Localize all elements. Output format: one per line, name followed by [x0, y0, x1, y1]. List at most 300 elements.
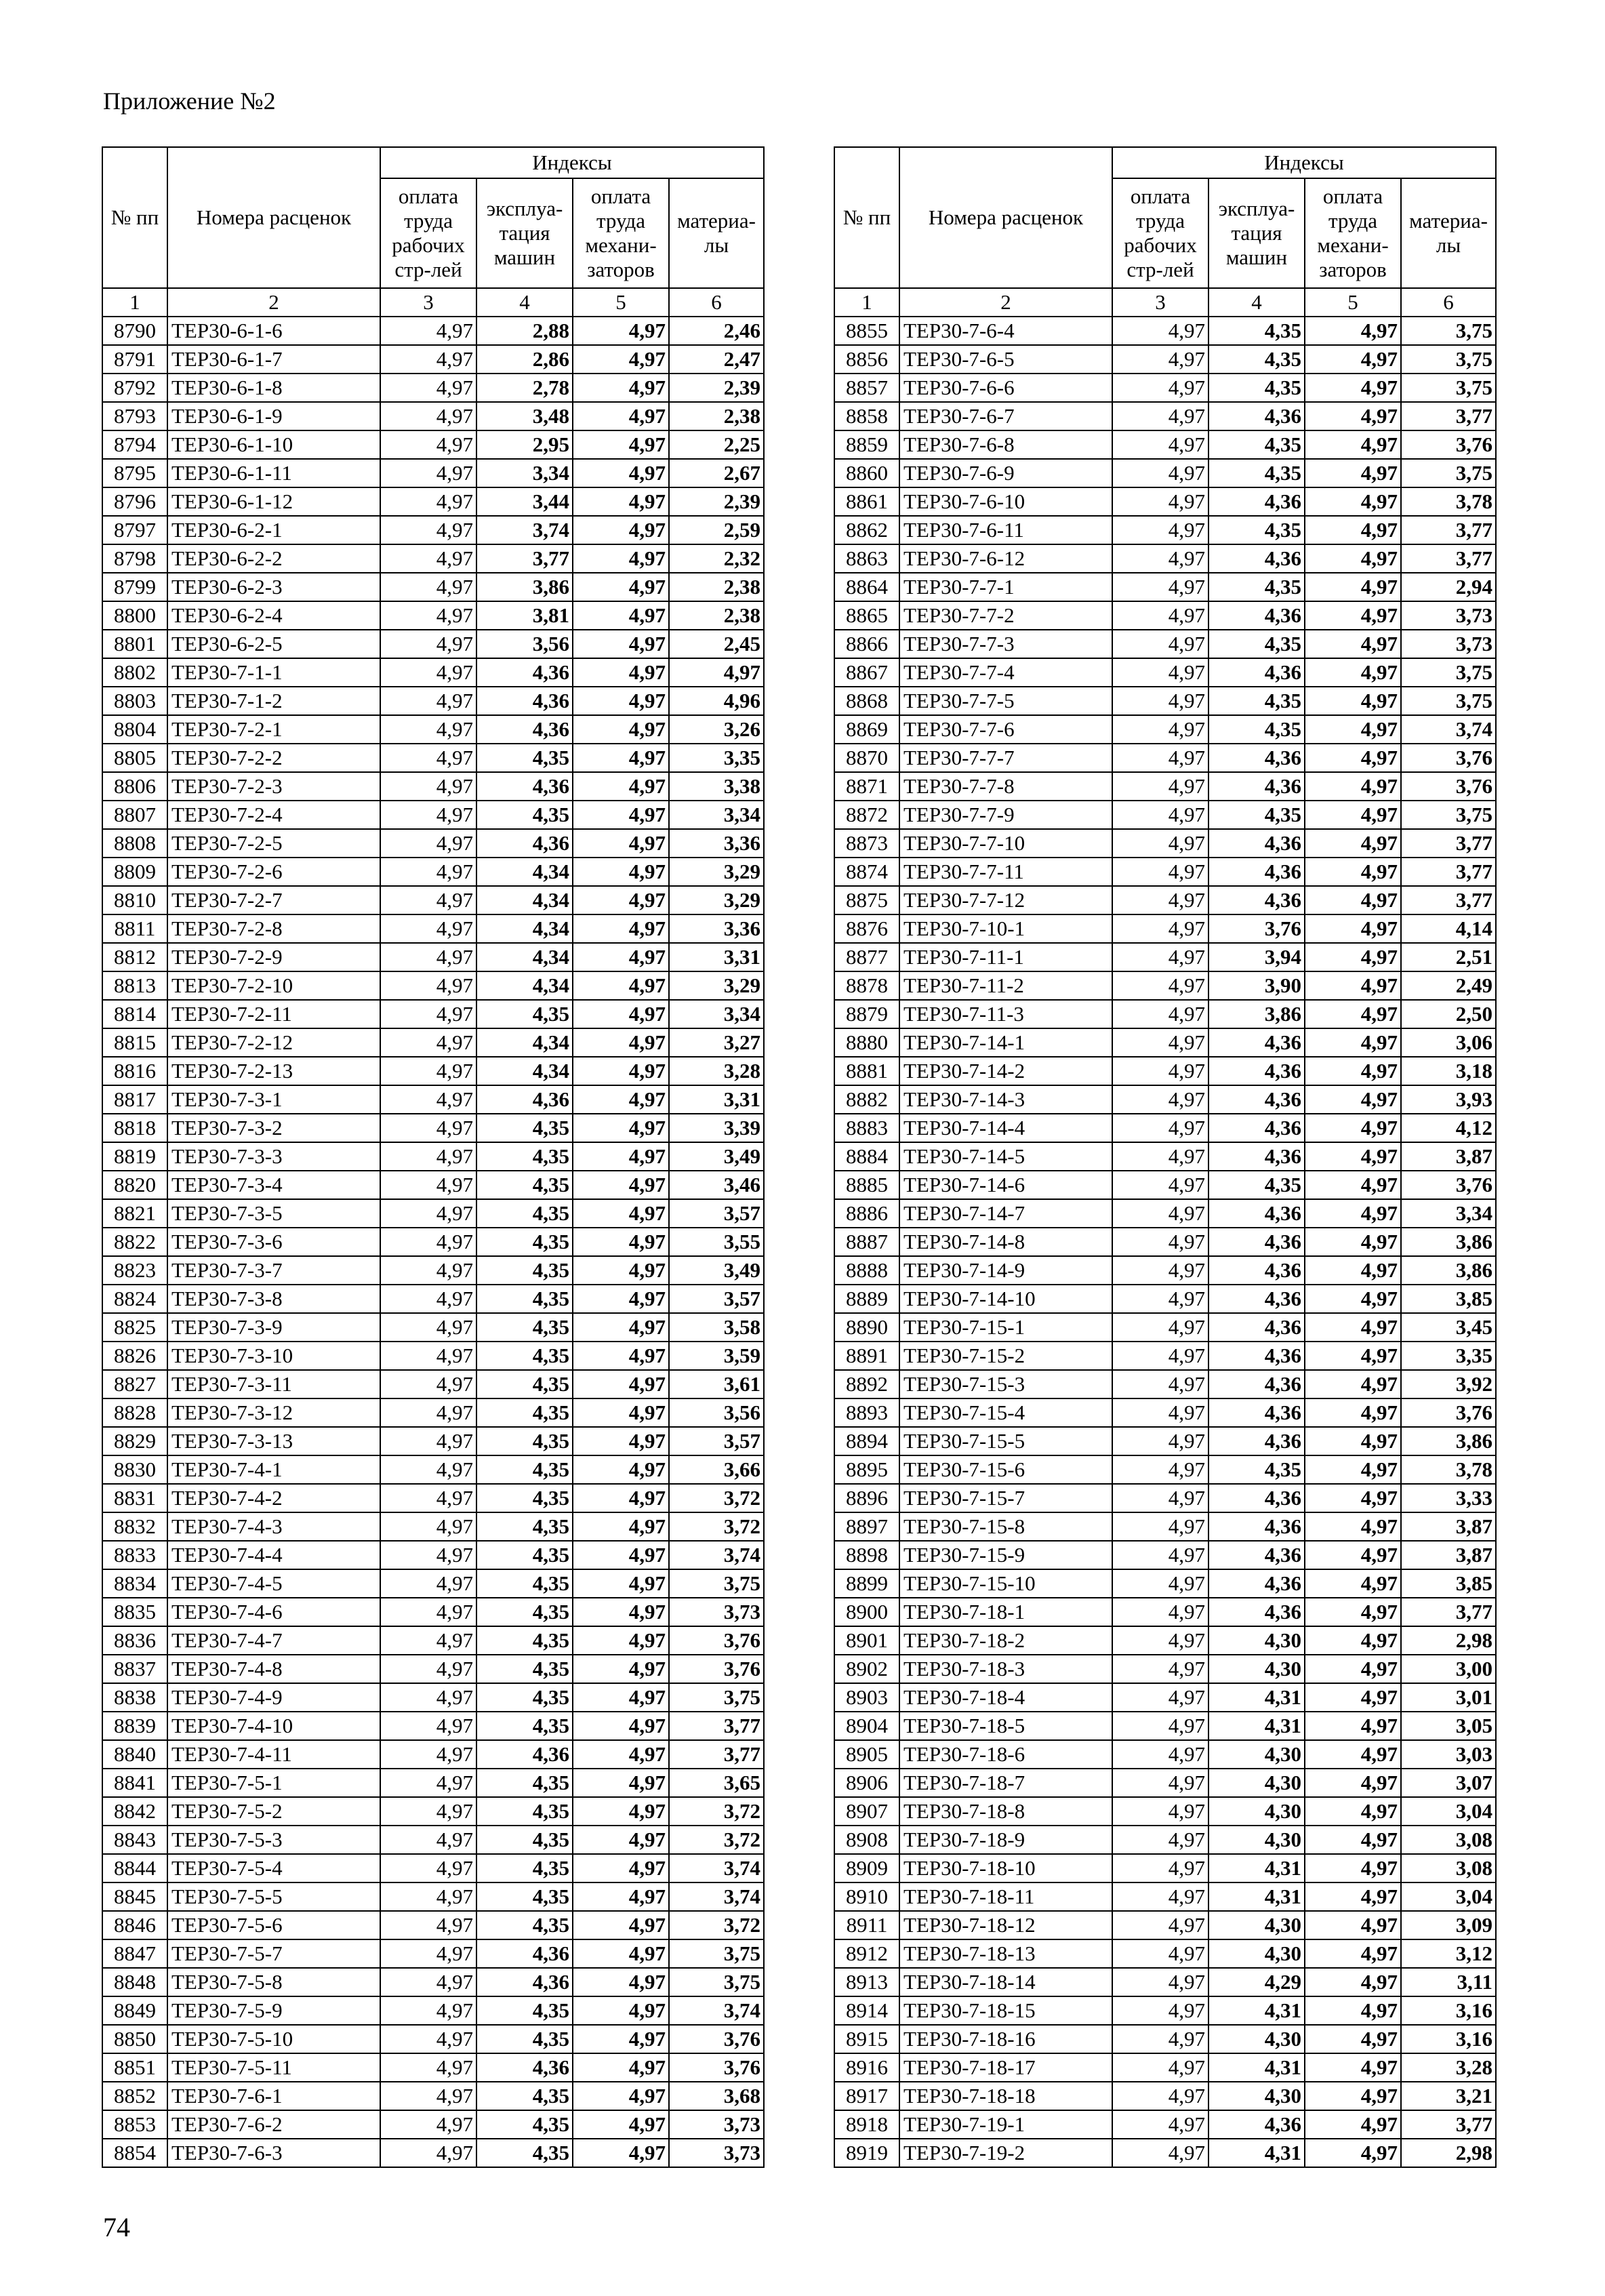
- table-row: [102, 601, 764, 630]
- table-row: [102, 1398, 764, 1427]
- rate-code: ТЕР30-7-2-13: [167, 1057, 380, 1085]
- rate-code: ТЕР30-7-6-3: [167, 2139, 380, 2167]
- materials-index: 2,32: [669, 544, 764, 573]
- labor-index: 4,97: [1112, 1996, 1208, 2025]
- operators-index: 4,97: [1305, 715, 1401, 744]
- operators-index: 4,97: [1305, 1256, 1401, 1285]
- materials-index: 3,21: [1401, 2082, 1496, 2110]
- header-labor: оплата труда рабочих стр-лей: [380, 178, 476, 288]
- materials-index: 3,78: [1401, 1455, 1496, 1484]
- row-number: 8834: [102, 1569, 167, 1598]
- labor-index: 4,97: [380, 630, 476, 658]
- table-row: [834, 1455, 1496, 1484]
- machines-index: 4,30: [1208, 2025, 1305, 2053]
- labor-index: 4,97: [380, 1541, 476, 1569]
- header-colnum: 4: [1208, 288, 1305, 317]
- rate-code: ТЕР30-7-2-5: [167, 829, 380, 858]
- machines-index: 4,31: [1208, 1854, 1305, 1882]
- rate-code: ТЕР30-7-7-3: [899, 630, 1112, 658]
- labor-index: 4,97: [380, 345, 476, 374]
- machines-index: 4,35: [476, 1342, 573, 1370]
- materials-index: 3,74: [669, 1996, 764, 2025]
- machines-index: 4,36: [1208, 772, 1305, 801]
- labor-index: 4,97: [1112, 544, 1208, 573]
- rate-code: ТЕР30-7-3-10: [167, 1342, 380, 1370]
- operators-index: 4,97: [573, 402, 669, 430]
- rate-code: ТЕР30-6-2-4: [167, 601, 380, 630]
- header-colnum: 3: [380, 288, 476, 317]
- machines-index: 4,35: [1208, 516, 1305, 544]
- operators-index: 4,97: [1305, 1882, 1401, 1911]
- operators-index: 4,97: [1305, 317, 1401, 345]
- operators-index: 4,97: [573, 544, 669, 573]
- table-row: [834, 516, 1496, 544]
- machines-index: 4,35: [476, 1114, 573, 1142]
- header-no: № пп: [102, 147, 167, 288]
- rate-code: ТЕР30-7-6-9: [899, 459, 1112, 487]
- header-colnum: 5: [573, 288, 669, 317]
- rate-code: ТЕР30-6-1-8: [167, 374, 380, 402]
- materials-index: 3,76: [1401, 772, 1496, 801]
- machines-index: 4,36: [1208, 1313, 1305, 1342]
- table-row: [102, 858, 764, 886]
- table-row: [834, 459, 1496, 487]
- table-row: [102, 2139, 764, 2167]
- rate-code: ТЕР30-7-3-12: [167, 1398, 380, 1427]
- machines-index: 4,35: [476, 1712, 573, 1740]
- machines-index: 4,35: [476, 1256, 573, 1285]
- row-number: 8854: [102, 2139, 167, 2167]
- labor-index: 4,97: [1112, 1769, 1208, 1797]
- labor-index: 4,97: [380, 1199, 476, 1228]
- labor-index: 4,97: [380, 1427, 476, 1455]
- table-row: [102, 1882, 764, 1911]
- machines-index: 4,36: [1208, 601, 1305, 630]
- materials-index: 3,86: [1401, 1256, 1496, 1285]
- table-row: [834, 914, 1496, 943]
- rate-code: ТЕР30-7-3-3: [167, 1142, 380, 1171]
- machines-index: 4,35: [476, 1826, 573, 1854]
- labor-index: 4,97: [1112, 1740, 1208, 1769]
- materials-index: 3,31: [669, 1085, 764, 1114]
- table-row: [834, 1313, 1496, 1342]
- labor-index: 4,97: [1112, 487, 1208, 516]
- row-number: 8822: [102, 1228, 167, 1256]
- operators-index: 4,97: [1305, 1285, 1401, 1313]
- row-number: 8879: [834, 1000, 899, 1028]
- machines-index: 4,35: [476, 2110, 573, 2139]
- labor-index: 4,97: [1112, 1797, 1208, 1826]
- materials-index: 3,77: [1401, 1598, 1496, 1626]
- operators-index: 4,97: [573, 2025, 669, 2053]
- rate-code: ТЕР30-7-2-4: [167, 801, 380, 829]
- operators-index: 4,97: [1305, 1911, 1401, 1939]
- operators-index: 4,97: [573, 1142, 669, 1171]
- machines-index: 4,36: [1208, 1199, 1305, 1228]
- rate-code: ТЕР30-6-2-2: [167, 544, 380, 573]
- labor-index: 4,97: [1112, 1655, 1208, 1683]
- rate-code: ТЕР30-6-1-12: [167, 487, 380, 516]
- rate-code: ТЕР30-7-4-8: [167, 1655, 380, 1683]
- operators-index: 4,97: [573, 1939, 669, 1968]
- labor-index: 4,97: [380, 1028, 476, 1057]
- labor-index: 4,97: [1112, 801, 1208, 829]
- machines-index: 4,34: [476, 886, 573, 914]
- row-number: 8900: [834, 1598, 899, 1626]
- table-row: [102, 1313, 764, 1342]
- materials-index: 4,12: [1401, 1114, 1496, 1142]
- rate-code: ТЕР30-7-2-6: [167, 858, 380, 886]
- row-number: 8899: [834, 1569, 899, 1598]
- row-number: 8810: [102, 886, 167, 914]
- labor-index: 4,97: [380, 744, 476, 772]
- row-number: 8887: [834, 1228, 899, 1256]
- row-number: 8804: [102, 715, 167, 744]
- machines-index: 2,88: [476, 317, 573, 345]
- machines-index: 4,36: [476, 1968, 573, 1996]
- machines-index: 4,36: [1208, 658, 1305, 687]
- materials-index: 3,45: [1401, 1313, 1496, 1342]
- table-row: [834, 772, 1496, 801]
- rate-code: ТЕР30-6-1-9: [167, 402, 380, 430]
- rate-code: ТЕР30-6-2-1: [167, 516, 380, 544]
- labor-index: 4,97: [380, 886, 476, 914]
- materials-index: 3,85: [1401, 1285, 1496, 1313]
- operators-index: 4,97: [573, 630, 669, 658]
- rate-code: ТЕР30-7-11-3: [899, 1000, 1112, 1028]
- table-row: [834, 630, 1496, 658]
- row-number: 8858: [834, 402, 899, 430]
- table-row: [102, 1769, 764, 1797]
- labor-index: 4,97: [1112, 687, 1208, 715]
- machines-index: 4,35: [476, 1455, 573, 1484]
- materials-index: 3,68: [669, 2082, 764, 2110]
- operators-index: 4,97: [573, 1455, 669, 1484]
- materials-index: 3,75: [1401, 374, 1496, 402]
- operators-index: 4,97: [573, 1854, 669, 1882]
- machines-index: 4,35: [476, 1171, 573, 1199]
- machines-index: 4,35: [476, 1398, 573, 1427]
- labor-index: 4,97: [380, 1285, 476, 1313]
- labor-index: 4,97: [1112, 1854, 1208, 1882]
- machines-index: 4,36: [1208, 1028, 1305, 1057]
- operators-index: 4,97: [573, 658, 669, 687]
- table-row: [834, 2053, 1496, 2082]
- table-row: [834, 1114, 1496, 1142]
- operators-index: 4,97: [1305, 772, 1401, 801]
- table-row: [102, 1569, 764, 1598]
- row-number: 8852: [102, 2082, 167, 2110]
- row-number: 8875: [834, 886, 899, 914]
- operators-index: 4,97: [1305, 1598, 1401, 1626]
- header-materials: материа-лы: [1401, 178, 1496, 288]
- rate-code: ТЕР30-7-6-8: [899, 430, 1112, 459]
- materials-index: 3,85: [1401, 1569, 1496, 1598]
- labor-index: 4,97: [1112, 1142, 1208, 1171]
- labor-index: 4,97: [380, 1484, 476, 1512]
- materials-index: 3,03: [1401, 1740, 1496, 1769]
- operators-index: 4,97: [1305, 1797, 1401, 1826]
- labor-index: 4,97: [380, 487, 476, 516]
- operators-index: 4,97: [1305, 658, 1401, 687]
- rate-code: ТЕР30-7-18-9: [899, 1826, 1112, 1854]
- row-number: 8886: [834, 1199, 899, 1228]
- table-row: [102, 1598, 764, 1626]
- rate-code: ТЕР30-7-10-1: [899, 914, 1112, 943]
- machines-index: 4,30: [1208, 1939, 1305, 1968]
- operators-index: 4,97: [573, 1655, 669, 1683]
- operators-index: 4,97: [573, 1199, 669, 1228]
- machines-index: 3,77: [476, 544, 573, 573]
- labor-index: 4,97: [380, 516, 476, 544]
- operators-index: 4,97: [1305, 1854, 1401, 1882]
- labor-index: 4,97: [1112, 1968, 1208, 1996]
- row-number: 8856: [834, 345, 899, 374]
- operators-index: 4,97: [573, 943, 669, 971]
- labor-index: 4,97: [380, 829, 476, 858]
- materials-index: 3,76: [1401, 430, 1496, 459]
- row-number: 8821: [102, 1199, 167, 1228]
- operators-index: 4,97: [573, 2139, 669, 2167]
- labor-index: 4,97: [1112, 1000, 1208, 1028]
- operators-index: 4,97: [573, 345, 669, 374]
- materials-index: 3,86: [1401, 1427, 1496, 1455]
- rate-code: ТЕР30-7-2-1: [167, 715, 380, 744]
- table-row: [834, 1683, 1496, 1712]
- operators-index: 4,97: [1305, 374, 1401, 402]
- row-number: 8843: [102, 1826, 167, 1854]
- table-row: [834, 2110, 1496, 2139]
- row-number: 8896: [834, 1484, 899, 1512]
- row-number: 8803: [102, 687, 167, 715]
- table-row: [102, 943, 764, 971]
- labor-index: 4,97: [1112, 886, 1208, 914]
- table-row: [834, 430, 1496, 459]
- table-row: [834, 573, 1496, 601]
- row-number: 8848: [102, 1968, 167, 1996]
- materials-index: 2,94: [1401, 573, 1496, 601]
- operators-index: 4,97: [573, 1683, 669, 1712]
- machines-index: 4,30: [1208, 1797, 1305, 1826]
- row-number: 8909: [834, 1854, 899, 1882]
- materials-index: 3,78: [1401, 487, 1496, 516]
- operators-index: 4,97: [1305, 516, 1401, 544]
- labor-index: 4,97: [380, 1996, 476, 2025]
- rate-code: ТЕР30-7-6-5: [899, 345, 1112, 374]
- materials-index: 3,77: [1401, 886, 1496, 914]
- labor-index: 4,97: [380, 430, 476, 459]
- operators-index: 4,97: [1305, 1740, 1401, 1769]
- labor-index: 4,97: [1112, 1512, 1208, 1541]
- table-row: [834, 687, 1496, 715]
- operators-index: 4,97: [1305, 1057, 1401, 1085]
- labor-index: 4,97: [1112, 1228, 1208, 1256]
- machines-index: 4,35: [476, 1882, 573, 1911]
- table-row: [834, 601, 1496, 630]
- materials-index: 4,14: [1401, 914, 1496, 943]
- table-row: [834, 1712, 1496, 1740]
- operators-index: 4,97: [573, 374, 669, 402]
- rate-code: ТЕР30-7-3-11: [167, 1370, 380, 1398]
- table-row: [102, 1626, 764, 1655]
- operators-index: 4,97: [573, 886, 669, 914]
- operators-index: 4,97: [573, 1826, 669, 1854]
- table-row: [834, 1427, 1496, 1455]
- materials-index: 2,50: [1401, 1000, 1496, 1028]
- materials-index: 3,77: [1401, 544, 1496, 573]
- rate-code: ТЕР30-7-18-13: [899, 1939, 1112, 1968]
- rate-code: ТЕР30-7-4-4: [167, 1541, 380, 1569]
- operators-index: 4,97: [573, 1797, 669, 1826]
- machines-index: 4,36: [1208, 886, 1305, 914]
- rate-code: ТЕР30-7-15-9: [899, 1541, 1112, 1569]
- machines-index: 4,35: [476, 2139, 573, 2167]
- labor-index: 4,97: [380, 1598, 476, 1626]
- rate-code: ТЕР30-7-18-16: [899, 2025, 1112, 2053]
- machines-index: 4,35: [1208, 687, 1305, 715]
- machines-index: 4,35: [476, 1683, 573, 1712]
- table-row: [102, 573, 764, 601]
- rate-code: ТЕР30-7-18-3: [899, 1655, 1112, 1683]
- table-row: [102, 2110, 764, 2139]
- table-row: [834, 1769, 1496, 1797]
- labor-index: 4,97: [380, 402, 476, 430]
- machines-index: 4,30: [1208, 1626, 1305, 1655]
- labor-index: 4,97: [380, 858, 476, 886]
- machines-index: 4,34: [476, 1028, 573, 1057]
- table-row: [834, 1512, 1496, 1541]
- operators-index: 4,97: [573, 1740, 669, 1769]
- operators-index: 4,97: [573, 829, 669, 858]
- materials-index: 3,05: [1401, 1712, 1496, 1740]
- machines-index: 4,35: [476, 1626, 573, 1655]
- table-row: [834, 744, 1496, 772]
- table-row: [834, 801, 1496, 829]
- operators-index: 4,97: [1305, 630, 1401, 658]
- machines-index: 4,35: [1208, 801, 1305, 829]
- materials-index: 3,73: [669, 1598, 764, 1626]
- materials-index: 3,77: [669, 1740, 764, 1769]
- row-number: 8844: [102, 1854, 167, 1882]
- materials-index: 3,38: [669, 772, 764, 801]
- machines-index: 4,35: [476, 1911, 573, 1939]
- machines-index: 4,29: [1208, 1968, 1305, 1996]
- table-row: [102, 1996, 764, 2025]
- table-row: [102, 1114, 764, 1142]
- labor-index: 4,97: [380, 1342, 476, 1370]
- row-number: 8815: [102, 1028, 167, 1057]
- row-number: 8895: [834, 1455, 899, 1484]
- labor-index: 4,97: [380, 1313, 476, 1342]
- row-number: 8889: [834, 1285, 899, 1313]
- machines-index: 4,35: [1208, 430, 1305, 459]
- operators-index: 4,97: [1305, 1142, 1401, 1171]
- rate-code: ТЕР30-7-2-10: [167, 971, 380, 1000]
- header-labor: оплата труда рабочих стр-лей: [1112, 178, 1208, 288]
- table-row: [102, 1911, 764, 1939]
- table-row: [102, 971, 764, 1000]
- header-machines: эксплуа-тация машин: [1208, 178, 1305, 288]
- row-number: 8832: [102, 1512, 167, 1541]
- row-number: 8869: [834, 715, 899, 744]
- operators-index: 4,97: [1305, 858, 1401, 886]
- table-row: [834, 1398, 1496, 1427]
- labor-index: 4,97: [380, 1085, 476, 1114]
- machines-index: 4,36: [1208, 487, 1305, 516]
- rate-code: ТЕР30-7-2-7: [167, 886, 380, 914]
- machines-index: 4,31: [1208, 1996, 1305, 2025]
- machines-index: 4,36: [1208, 1512, 1305, 1541]
- labor-index: 4,97: [1112, 1370, 1208, 1398]
- materials-index: 3,75: [669, 1569, 764, 1598]
- table-row: [834, 1057, 1496, 1085]
- table-row: [102, 886, 764, 914]
- table-row: [102, 1655, 764, 1683]
- machines-index: 4,36: [1208, 1370, 1305, 1398]
- rate-code: ТЕР30-6-1-11: [167, 459, 380, 487]
- operators-index: 4,97: [573, 1427, 669, 1455]
- materials-index: 3,76: [669, 2053, 764, 2082]
- rate-code: ТЕР30-7-15-8: [899, 1512, 1112, 1541]
- table-row: [834, 1598, 1496, 1626]
- operators-index: 4,97: [1305, 886, 1401, 914]
- header-colnum: 6: [1401, 288, 1496, 317]
- table-row: [834, 1797, 1496, 1826]
- labor-index: 4,97: [1112, 1313, 1208, 1342]
- rate-code: ТЕР30-7-6-2: [167, 2110, 380, 2139]
- labor-index: 4,97: [1112, 1939, 1208, 1968]
- header-indices: Индексы: [1112, 147, 1496, 178]
- rate-code: ТЕР30-7-14-8: [899, 1228, 1112, 1256]
- materials-index: 3,28: [669, 1057, 764, 1085]
- operators-index: 4,97: [573, 1342, 669, 1370]
- machines-index: 4,35: [1208, 317, 1305, 345]
- machines-index: 4,31: [1208, 1712, 1305, 1740]
- rate-code: ТЕР30-7-5-7: [167, 1939, 380, 1968]
- operators-index: 4,97: [1305, 2053, 1401, 2082]
- labor-index: 4,97: [1112, 573, 1208, 601]
- row-number: 8877: [834, 943, 899, 971]
- table-row: [834, 1085, 1496, 1114]
- table-row: [834, 858, 1496, 886]
- materials-index: 2,45: [669, 630, 764, 658]
- materials-index: 3,87: [1401, 1142, 1496, 1171]
- labor-index: 4,97: [380, 658, 476, 687]
- labor-index: 4,97: [1112, 1114, 1208, 1142]
- rate-code: ТЕР30-7-7-6: [899, 715, 1112, 744]
- row-number: 8824: [102, 1285, 167, 1313]
- rate-code: ТЕР30-7-19-1: [899, 2110, 1112, 2139]
- materials-index: 3,73: [1401, 630, 1496, 658]
- rate-code: ТЕР30-7-2-8: [167, 914, 380, 943]
- materials-index: 3,93: [1401, 1085, 1496, 1114]
- materials-index: 3,08: [1401, 1854, 1496, 1882]
- table-row: [102, 1541, 764, 1569]
- machines-index: 4,36: [1208, 544, 1305, 573]
- machines-index: 3,81: [476, 601, 573, 630]
- table-body-left: [102, 317, 764, 2167]
- operators-index: 4,97: [573, 971, 669, 1000]
- operators-index: 4,97: [573, 430, 669, 459]
- table-row: [102, 1285, 764, 1313]
- header-colnum: 2: [167, 288, 380, 317]
- row-number: 8901: [834, 1626, 899, 1655]
- table-row: [834, 345, 1496, 374]
- materials-index: 3,73: [669, 2110, 764, 2139]
- machines-index: 4,31: [1208, 2053, 1305, 2082]
- machines-index: 2,78: [476, 374, 573, 402]
- operators-index: 4,97: [1305, 1313, 1401, 1342]
